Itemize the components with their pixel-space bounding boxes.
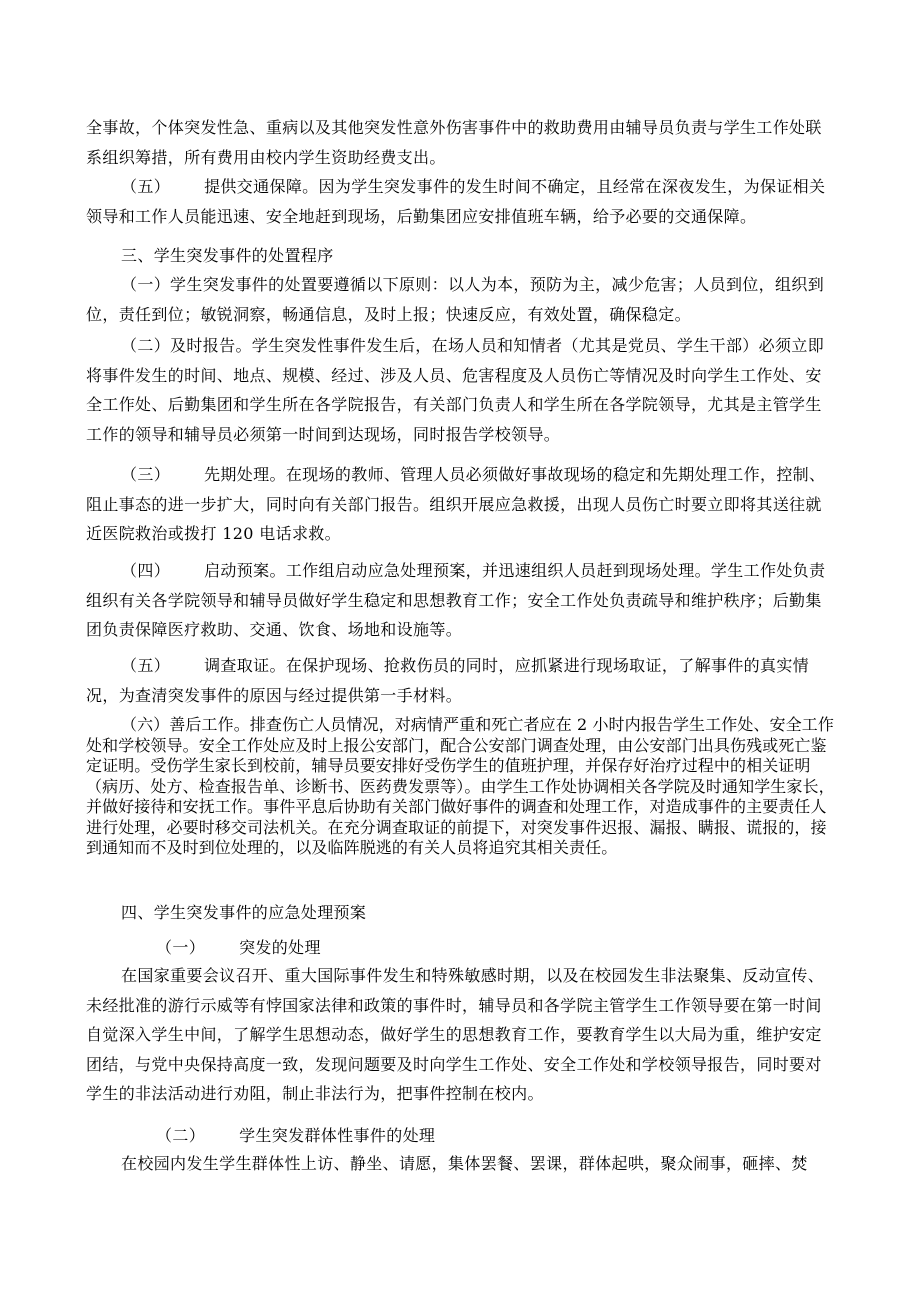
paragraph-report: （二）及时报告。学生突发性事件发生后，在场人员和知情者（尤其是党员、学生干部）必须立即将事件发生的时间、地点、规模、经过、涉及人员、危害程度及人员伤亡等情况及时向学生工作处、安全工作处、后勤集团和学生所在各学院报告，有关部门负责人和学生所在各学院领导，尤其是主管学生工作的领导和辅导员必须第一时间到达现场，同时报告学校领导。 bbox=[86, 336, 825, 444]
item-number: （五） bbox=[121, 177, 171, 196]
paragraph-investigation: （五） 调查取证。在保护现场、抢救伤员的同时，应抓紧进行现场取证，了解事件的真实情况，为查清突发事件的原因与经过提供第一手材料。 bbox=[86, 656, 810, 705]
paragraph-transport: （五） 提供交通保障。因为学生突发事件的发生时间不确定，且经常在深夜发生，为保证相关领导和工作人员能迅速、安全地赶到现场，后勤集团应安排值班车辆，给予必要的交通保障。 bbox=[86, 177, 826, 226]
item-number: （一） bbox=[156, 938, 206, 957]
subheading-sudden-event: （一） 突发的处理 bbox=[156, 938, 321, 957]
paragraph-safety-funding: 全事故，个体突发性急、重病以及其他突发性意外伤害事件中的救助费用由辅导员负责与学生工作处联系组织筹措，所有费用由校内学生资助经费支出。 bbox=[86, 118, 822, 167]
item-number: （四） bbox=[121, 561, 171, 580]
paragraph-sensitive-period: 在国家重要会议召开、重大国际事件发生和特殊敏感时期，以及在校园发生非法聚集、反动宣传、未经批准的游行示威等有悖国家法律和政策的事件时，辅导员和各学院主管学生工作领导要在第一时间自觉深入学生中间，了解学生思想动态，做好学生的思想教育工作，要教育学生以大局为重，维护安定团结，与党中央保持高度一致，发现问题要及时向学生工作处、安全工作处和学校领导报告，同时要对学生的非法活动进行劝阻，制止非法行为，把事件控制在校内。 bbox=[86, 966, 825, 1103]
section-heading-procedure: 三、学生突发事件的处置程序 bbox=[121, 246, 334, 265]
paragraph-principles: （一）学生突发事件的处置要遵循以下原则：以人为本，预防为主，减少危害；人员到位，组织到位，责任到位；敏锐洞察，畅通信息，及时上报；快速反应，有效处置，确保稳定。 bbox=[86, 275, 825, 324]
item-number: （三） bbox=[121, 465, 171, 484]
section-heading-emergency-plan: 四、学生突发事件的应急处理预案 bbox=[121, 903, 367, 922]
paragraph-activate-plan: （四） 启动预案。工作组启动应急处理预案，并迅速组织人员赶到现场处理。学生工作处负责组织有关各学院领导和辅导员做好学生稳定和思想教育工作；安全工作处负责疏导和维护秩序；后勤集团负责保障医疗救助、交通、饮食、场地和设施等。 bbox=[86, 561, 826, 639]
item-number: （五） bbox=[121, 656, 171, 675]
paragraph-aftermath: （六）善后工作。排查伤亡人员情况，对病情严重和死亡者应在 2 小时内报告学生工作处、安全工作处和学校领导。安全工作处应及时上报公安部门，配合公安部门调查处理，由公安部门出具伤残或死亡鉴定证明。受伤学生家长到校前，辅导员要安排好受伤学生的值班护理，并保存好治疗过程中的相关证明（病历、处方、检查报告单、诊断书、医药费发票等）。由学生工作处协调相关各学院及时通知学生家长，并做好接待和安抚工作。事件平息后协助有关部门做好事件的调查和处理工作，对造成事件的主要责任人进行处理，必要时移交司法机关。在充分调查取证的前提下，对突发事件迟报、漏报、瞒报、谎报的，接到通知而不及时到位处理的，以及临阵脱逃的有关人员将追究其相关责任。 bbox=[86, 715, 835, 857]
item-number: （二） bbox=[156, 1126, 206, 1145]
paragraph-campus-group: 在校园内发生学生群体性上访、静坐、请愿，集体罢餐、罢课，群体起哄，聚众闹事，砸摔、焚 bbox=[121, 1154, 808, 1173]
paragraph-first-response: （三） 先期处理。在现场的教师、管理人员必须做好事故现场的稳定和先期处理工作，控制、阻止事态的进一步扩大，同时向有关部门报告。组织开展应急救援，出现人员伤亡时要立即将其送往就近医院救治或拨打 120 电话求救。 bbox=[86, 465, 826, 543]
subheading-group-event: （二） 学生突发群体性事件的处理 bbox=[156, 1126, 436, 1145]
